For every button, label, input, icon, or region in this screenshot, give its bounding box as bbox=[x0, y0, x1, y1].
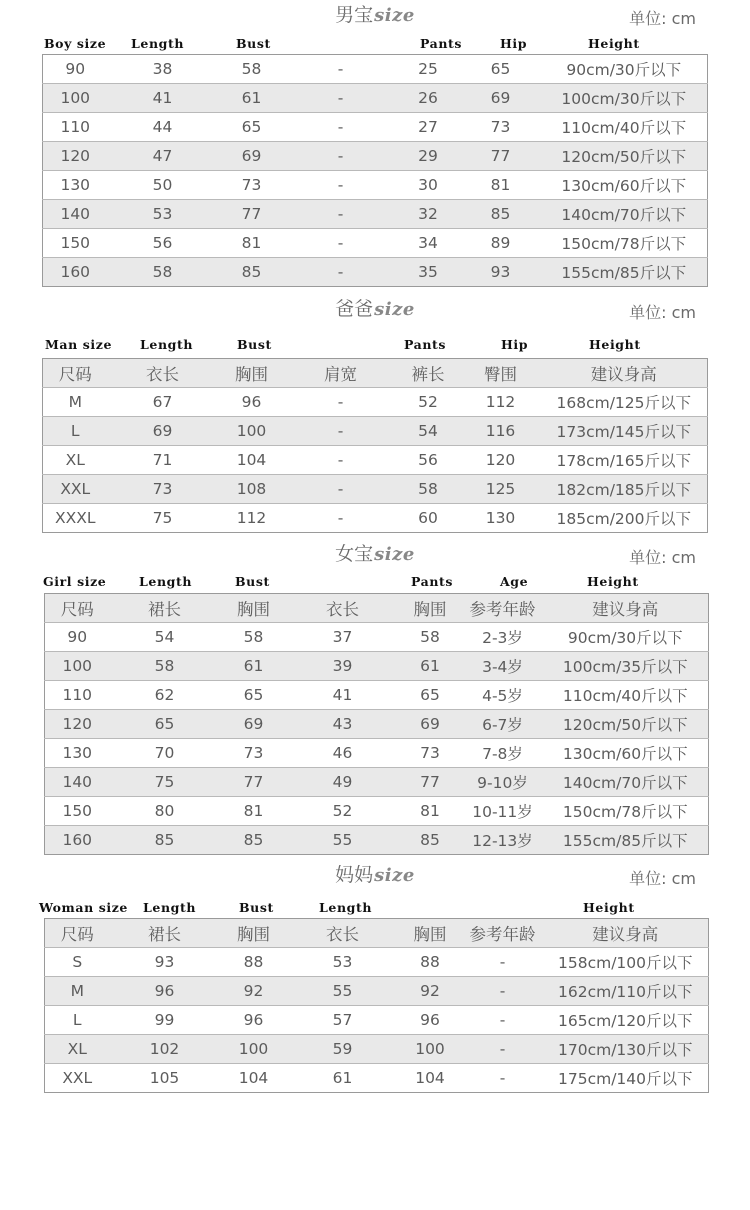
label-bust: Bust bbox=[235, 574, 270, 589]
label-height: Height bbox=[587, 574, 639, 589]
table-cell: 6-7岁 bbox=[463, 710, 543, 739]
header-cell: 裤长 bbox=[396, 359, 461, 388]
table-cell: 173cm/145斤以下 bbox=[541, 417, 708, 446]
table-cell: - bbox=[286, 504, 396, 533]
table-cell: 81 bbox=[220, 797, 288, 826]
table-cell: 56 bbox=[108, 229, 218, 258]
table-cell: 150cm/78斤以下 bbox=[543, 797, 709, 826]
label-height: Height bbox=[589, 337, 641, 352]
table-cell: 110 bbox=[43, 113, 108, 142]
table-cell: 81 bbox=[398, 797, 463, 826]
table-row bbox=[43, 388, 708, 417]
table-cell: 65 bbox=[398, 681, 463, 710]
table-cell: 47 bbox=[108, 142, 218, 171]
title-text: 女宝 bbox=[335, 543, 374, 565]
header-cell: 臀围 bbox=[461, 359, 541, 388]
unit-label: 单位: cm bbox=[629, 303, 696, 322]
table-cell: 61 bbox=[220, 652, 288, 681]
table-cell: 10-11岁 bbox=[463, 797, 543, 826]
table-cell: XXXL bbox=[43, 504, 108, 533]
table-cell: 52 bbox=[288, 797, 398, 826]
table-cell: 73 bbox=[218, 171, 286, 200]
table-cell: 65 bbox=[220, 681, 288, 710]
table-cell: 130 bbox=[461, 504, 541, 533]
table-cell: 90 bbox=[45, 623, 110, 652]
table-row bbox=[45, 977, 709, 1006]
header-cell: 肩宽 bbox=[286, 359, 396, 388]
table-cell: 58 bbox=[241, 60, 262, 78]
header-cell: 胸围 bbox=[398, 594, 463, 623]
table-cell: - bbox=[286, 388, 396, 417]
table-cell: L bbox=[43, 417, 108, 446]
table-cell: 100 bbox=[220, 1035, 288, 1064]
table-cell: - bbox=[463, 1064, 543, 1093]
table-cell: 182cm/185斤以下 bbox=[541, 475, 708, 504]
table-cell: 49 bbox=[288, 768, 398, 797]
table-cell: 99 bbox=[110, 1006, 220, 1035]
table-cell: 77 bbox=[218, 200, 286, 229]
table-row bbox=[45, 797, 709, 826]
table-row bbox=[43, 113, 708, 142]
title-text: 爸爸 bbox=[335, 298, 374, 320]
table-row bbox=[45, 1006, 709, 1035]
table-cell: 120 bbox=[461, 446, 541, 475]
label-size: Woman size bbox=[39, 900, 128, 915]
table-cell: 43 bbox=[288, 710, 398, 739]
table-cell: 73 bbox=[461, 113, 541, 142]
table-header-row bbox=[43, 359, 708, 388]
table-cell: 85 bbox=[461, 200, 541, 229]
table-cell: 140 bbox=[45, 768, 110, 797]
table-cell: 110cm/40斤以下 bbox=[543, 681, 709, 710]
table-cell: 96 bbox=[220, 1006, 288, 1035]
table-cell: 130 bbox=[45, 739, 110, 768]
table-cell: 52 bbox=[396, 388, 461, 417]
table-cell: M bbox=[43, 388, 108, 417]
table-row bbox=[43, 504, 708, 533]
table-cell: 77 bbox=[220, 768, 288, 797]
title-size-word: size bbox=[374, 5, 415, 26]
table-cell: 93 bbox=[110, 948, 220, 977]
table-cell: 50 bbox=[108, 171, 218, 200]
table-cell: 77 bbox=[461, 142, 541, 171]
table-cell: - bbox=[463, 977, 543, 1006]
header-cell: 裙长 bbox=[110, 594, 220, 623]
title-size-word: size bbox=[374, 865, 415, 886]
table-cell: 104 bbox=[398, 1064, 463, 1093]
table-cell: 57 bbox=[288, 1006, 398, 1035]
table-cell: 73 bbox=[398, 739, 463, 768]
table-cell: 77 bbox=[398, 768, 463, 797]
label-age: Age bbox=[500, 574, 529, 589]
table-cell: 32 bbox=[396, 200, 461, 229]
table-cell: 85 bbox=[220, 826, 288, 855]
label-pants: Pants bbox=[404, 337, 447, 352]
table-cell: 46 bbox=[288, 739, 398, 768]
table-cell: 69 bbox=[461, 84, 541, 113]
table-cell: XL bbox=[45, 1035, 110, 1064]
table-cell: 75 bbox=[110, 768, 220, 797]
table-cell: 30 bbox=[396, 171, 461, 200]
table-cell: M bbox=[45, 977, 110, 1006]
title-text: 妈妈 bbox=[335, 864, 374, 886]
table-cell: 100 bbox=[43, 84, 108, 113]
table-cell: 105 bbox=[110, 1064, 220, 1093]
table-cell: 37 bbox=[288, 623, 398, 652]
label-pants: Pants bbox=[420, 36, 463, 51]
table-cell: 58 bbox=[396, 475, 461, 504]
table-cell: - bbox=[286, 258, 396, 287]
table-cell: 80 bbox=[110, 797, 220, 826]
table-cell: 140cm/70斤以下 bbox=[541, 200, 708, 229]
table-cell: 158cm/100斤以下 bbox=[543, 948, 709, 977]
header-cell: 尺码 bbox=[45, 919, 110, 948]
label-hip: Hip bbox=[501, 337, 529, 352]
table-cell: 58 bbox=[398, 623, 463, 652]
table-cell: 185cm/200斤以下 bbox=[541, 504, 708, 533]
table-row bbox=[45, 681, 709, 710]
table-cell: 2-3岁 bbox=[463, 623, 543, 652]
table-cell: 69 bbox=[398, 710, 463, 739]
table-cell: 85 bbox=[110, 826, 220, 855]
title-size-word: size bbox=[374, 299, 415, 320]
table-cell: 93 bbox=[461, 258, 541, 287]
table-cell: - bbox=[463, 948, 543, 977]
table-cell: 54 bbox=[110, 623, 220, 652]
label-size: Girl size bbox=[43, 574, 107, 589]
table-cell: 130cm/60斤以下 bbox=[543, 739, 709, 768]
table-cell: 3-4岁 bbox=[463, 652, 543, 681]
table-cell: 125 bbox=[461, 475, 541, 504]
table-header-row bbox=[45, 919, 709, 948]
table-cell: 55 bbox=[288, 977, 398, 1006]
table-cell: - bbox=[286, 84, 396, 113]
table-cell: 168cm/125斤以下 bbox=[541, 388, 708, 417]
table-cell: 155cm/85斤以下 bbox=[541, 258, 708, 287]
table-cell: 140cm/70斤以下 bbox=[543, 768, 709, 797]
table-cell: 110 bbox=[45, 681, 110, 710]
unit-label: 单位: cm bbox=[629, 869, 696, 888]
table-row bbox=[43, 229, 708, 258]
table-cell: 65 bbox=[490, 60, 511, 78]
table-cell: 162cm/110斤以下 bbox=[543, 977, 709, 1006]
table-cell: 44 bbox=[108, 113, 218, 142]
table-cell: 38 bbox=[152, 60, 173, 78]
label-length: Length bbox=[140, 337, 194, 352]
table-cell: 69 bbox=[220, 710, 288, 739]
label-hip: Hip bbox=[500, 36, 528, 51]
table-cell: 150 bbox=[43, 229, 108, 258]
table-cell: - bbox=[463, 1006, 543, 1035]
table-cell: - bbox=[286, 200, 396, 229]
table-cell: 9-10岁 bbox=[463, 768, 543, 797]
table-row bbox=[43, 446, 708, 475]
table-cell: 96 bbox=[218, 388, 286, 417]
label-length: Length bbox=[131, 36, 185, 51]
table-cell: 112 bbox=[218, 504, 286, 533]
header-cell: 胸围 bbox=[218, 359, 286, 388]
table-cell: 175cm/140斤以下 bbox=[543, 1064, 709, 1093]
header-cell: 尺码 bbox=[43, 359, 108, 388]
table-cell: - bbox=[286, 417, 396, 446]
table-cell: 85 bbox=[398, 826, 463, 855]
size-table bbox=[44, 918, 709, 1093]
table-cell: XXL bbox=[43, 475, 108, 504]
table-row bbox=[43, 55, 708, 84]
table-cell: 178cm/165斤以下 bbox=[541, 446, 708, 475]
table-cell: 26 bbox=[396, 84, 461, 113]
table-cell: 75 bbox=[108, 504, 218, 533]
size-table bbox=[44, 593, 709, 855]
column-labels bbox=[0, 900, 750, 918]
table-cell: 70 bbox=[110, 739, 220, 768]
table-row bbox=[45, 623, 709, 652]
table-row bbox=[43, 258, 708, 287]
table-cell: 150cm/78斤以下 bbox=[541, 229, 708, 258]
table-cell: 88 bbox=[220, 948, 288, 977]
table-cell: 69 bbox=[218, 142, 286, 171]
table-row bbox=[43, 171, 708, 200]
table-row bbox=[43, 200, 708, 229]
label-length-2: Length bbox=[319, 900, 373, 915]
table-cell: 60 bbox=[396, 504, 461, 533]
table-cell: 58 bbox=[110, 652, 220, 681]
table-cell: 65 bbox=[110, 710, 220, 739]
table-cell: - bbox=[337, 60, 344, 78]
table-cell: 55 bbox=[288, 826, 398, 855]
table-cell: 165cm/120斤以下 bbox=[543, 1006, 709, 1035]
table-cell: 104 bbox=[218, 446, 286, 475]
table-cell: XL bbox=[43, 446, 108, 475]
table-cell: 7-8岁 bbox=[463, 739, 543, 768]
table-cell: 58 bbox=[220, 623, 288, 652]
table-cell: 12-13岁 bbox=[463, 826, 543, 855]
table-cell: 61 bbox=[218, 84, 286, 113]
table-cell: 120cm/50斤以下 bbox=[541, 142, 708, 171]
table-cell: 34 bbox=[396, 229, 461, 258]
table-row bbox=[45, 826, 709, 855]
table-cell: 73 bbox=[108, 475, 218, 504]
table-cell: 112 bbox=[461, 388, 541, 417]
table-row bbox=[43, 84, 708, 113]
column-labels bbox=[0, 36, 750, 54]
table-cell: 92 bbox=[398, 977, 463, 1006]
table-cell: - bbox=[463, 1035, 543, 1064]
table-cell: 120 bbox=[45, 710, 110, 739]
title-size-word: size bbox=[374, 544, 415, 565]
table-row bbox=[45, 652, 709, 681]
table-row bbox=[45, 948, 709, 977]
table-cell: S bbox=[45, 948, 110, 977]
table-cell: 140 bbox=[43, 200, 108, 229]
label-pants: Pants bbox=[411, 574, 454, 589]
table-row bbox=[43, 475, 708, 504]
title-text: 男宝 bbox=[335, 4, 374, 26]
header-cell: 建议身高 bbox=[541, 359, 708, 388]
table-cell: - bbox=[286, 142, 396, 171]
table-cell: - bbox=[286, 229, 396, 258]
table-cell: 56 bbox=[396, 446, 461, 475]
table-cell: 25 bbox=[418, 60, 438, 78]
label-size: Boy size bbox=[44, 36, 107, 51]
label-height: Height bbox=[583, 900, 635, 915]
header-cell: 胸围 bbox=[398, 919, 463, 948]
table-cell: 35 bbox=[396, 258, 461, 287]
table-cell: 150 bbox=[45, 797, 110, 826]
column-labels bbox=[0, 337, 750, 355]
table-row bbox=[45, 1035, 709, 1064]
table-cell: 61 bbox=[398, 652, 463, 681]
table-cell: 58 bbox=[108, 258, 218, 287]
label-bust: Bust bbox=[239, 900, 274, 915]
table-cell: 90cm/30斤以下 bbox=[543, 623, 709, 652]
table-cell: 130cm/60斤以下 bbox=[541, 171, 708, 200]
table-cell: 155cm/85斤以下 bbox=[543, 826, 709, 855]
table-cell: L bbox=[45, 1006, 110, 1035]
table-cell: 81 bbox=[461, 171, 541, 200]
header-cell: 尺码 bbox=[45, 594, 110, 623]
table-row bbox=[43, 417, 708, 446]
table-cell: 53 bbox=[108, 200, 218, 229]
table-row bbox=[45, 739, 709, 768]
table-cell: 59 bbox=[288, 1035, 398, 1064]
table-cell: 120 bbox=[43, 142, 108, 171]
table-cell: 67 bbox=[108, 388, 218, 417]
table-cell: 90cm/30斤以下 bbox=[566, 61, 682, 79]
header-cell: 裙长 bbox=[110, 919, 220, 948]
label-length: Length bbox=[143, 900, 197, 915]
table-cell: 65 bbox=[218, 113, 286, 142]
header-cell: 衣长 bbox=[288, 594, 398, 623]
table-cell: 62 bbox=[110, 681, 220, 710]
header-cell: 胸围 bbox=[220, 594, 288, 623]
header-cell: 参考年龄 bbox=[463, 919, 543, 948]
table-cell: 100cm/35斤以下 bbox=[543, 652, 709, 681]
unit-label: 单位: cm bbox=[629, 548, 696, 567]
table-cell: XXL bbox=[45, 1064, 110, 1093]
table-cell: 102 bbox=[110, 1035, 220, 1064]
label-length: Length bbox=[139, 574, 193, 589]
table-cell: 160 bbox=[43, 258, 108, 287]
size-table bbox=[42, 358, 708, 533]
table-cell: 53 bbox=[288, 948, 398, 977]
table-cell: 61 bbox=[288, 1064, 398, 1093]
table-cell: 130 bbox=[43, 171, 108, 200]
table-cell: 81 bbox=[218, 229, 286, 258]
table-cell: 69 bbox=[108, 417, 218, 446]
table-cell: 85 bbox=[218, 258, 286, 287]
header-cell: 衣长 bbox=[108, 359, 218, 388]
table-cell: 96 bbox=[110, 977, 220, 1006]
table-cell: 90 bbox=[65, 60, 86, 78]
label-size: Man size bbox=[45, 337, 113, 352]
table-row bbox=[43, 142, 708, 171]
header-cell: 建议身高 bbox=[543, 919, 709, 948]
label-bust: Bust bbox=[237, 337, 272, 352]
table-cell: - bbox=[286, 446, 396, 475]
table-cell: - bbox=[286, 171, 396, 200]
table-cell: 4-5岁 bbox=[463, 681, 543, 710]
table-cell: 88 bbox=[398, 948, 463, 977]
table-cell: 170cm/130斤以下 bbox=[543, 1035, 709, 1064]
table-row bbox=[45, 710, 709, 739]
table-cell: 116 bbox=[461, 417, 541, 446]
label-bust: Bust bbox=[236, 36, 271, 51]
header-cell: 参考年龄 bbox=[463, 594, 543, 623]
table-cell: 29 bbox=[396, 142, 461, 171]
size-table bbox=[42, 54, 708, 287]
column-labels bbox=[0, 574, 750, 592]
table-cell: - bbox=[286, 475, 396, 504]
table-header-row bbox=[45, 594, 709, 623]
table-cell: 120cm/50斤以下 bbox=[543, 710, 709, 739]
header-cell: 建议身高 bbox=[543, 594, 709, 623]
table-cell: 39 bbox=[288, 652, 398, 681]
table-cell: - bbox=[286, 113, 396, 142]
table-cell: 73 bbox=[220, 739, 288, 768]
table-cell: 27 bbox=[396, 113, 461, 142]
table-cell: 92 bbox=[220, 977, 288, 1006]
table-cell: 100 bbox=[218, 417, 286, 446]
table-cell: 104 bbox=[220, 1064, 288, 1093]
table-row bbox=[45, 1064, 709, 1093]
table-cell: 54 bbox=[396, 417, 461, 446]
table-cell: 41 bbox=[288, 681, 398, 710]
table-cell: 41 bbox=[108, 84, 218, 113]
table-cell: 160 bbox=[45, 826, 110, 855]
label-height: Height bbox=[588, 36, 640, 51]
unit-label: 单位: cm bbox=[629, 9, 696, 28]
header-cell: 胸围 bbox=[220, 919, 288, 948]
table-cell: 89 bbox=[461, 229, 541, 258]
table-cell: 100 bbox=[398, 1035, 463, 1064]
table-cell: 100 bbox=[45, 652, 110, 681]
table-row bbox=[45, 768, 709, 797]
table-cell: 100cm/30斤以下 bbox=[541, 84, 708, 113]
table-cell: 71 bbox=[108, 446, 218, 475]
header-cell: 衣长 bbox=[288, 919, 398, 948]
table-cell: 108 bbox=[218, 475, 286, 504]
table-cell: 110cm/40斤以下 bbox=[541, 113, 708, 142]
table-cell: 96 bbox=[398, 1006, 463, 1035]
